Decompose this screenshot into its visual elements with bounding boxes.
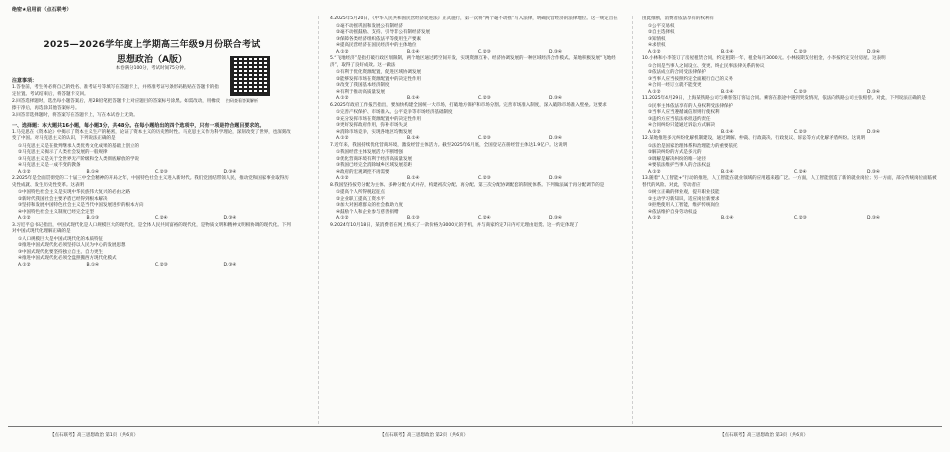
answer-option: C.②③ bbox=[478, 176, 491, 181]
question-stem: 10.小林和小李签订了房屋租赁合同，约定租期一年，租金每月3000元。小林按期支付租金，小李按约定交付房屋。这表明 bbox=[642, 56, 886, 61]
question-statement: ①公平交易权 bbox=[648, 23, 675, 29]
question-statement: ④要依法维护当事人的合法权益 bbox=[648, 163, 711, 168]
question-stem: 2.2025年是全面贯彻党的二十届三中全会精神的开局之年，中国特色社会主义进入新时代。我们党团结带领人民，推动党和国家事业取得历史性成就、发生历史性变革。这表明 bbox=[12, 176, 289, 188]
answer-option: C.②③ bbox=[478, 49, 491, 55]
question-statement: ①树立正确的择业观，提升职业技能 bbox=[648, 190, 720, 195]
question-statement: ①民事主体依法享有的人身权利受法律保护 bbox=[648, 103, 734, 109]
question-statement: ②当事人应当遵循诚信原则行使权利 bbox=[648, 110, 720, 115]
question bbox=[330, 16, 620, 56]
answer-option: D.③④ bbox=[867, 129, 880, 135]
answer-option: C.②③ bbox=[794, 129, 807, 135]
notice-item: 1.答卷前，考生务必将自己的姓名、准考证号等填写在答题卡上，并将准考证号条形码粘贴在答题卡的指定位置。考试结束后，将答题卡交回。 bbox=[12, 85, 219, 97]
question-statement: ①我国经营主体发展活力不断增强 bbox=[336, 150, 404, 155]
question-statement: ④消除市场竞争，实现各地区均衡发展 bbox=[336, 129, 413, 135]
question-statement: ②解决纠纷的方式是多元的 bbox=[648, 150, 702, 155]
question-statement: ③违约方应当依法承担违约责任 bbox=[648, 116, 711, 122]
question-statement: ④合同一经订立就不能变更 bbox=[648, 83, 702, 88]
question-statement: ②自主选择权 bbox=[648, 30, 675, 35]
question-list bbox=[642, 16, 940, 223]
answer-option: C.②③ bbox=[478, 136, 491, 141]
question bbox=[330, 223, 620, 230]
question-statement: ④有利于推动高质量发展 bbox=[336, 89, 386, 95]
question bbox=[330, 183, 620, 223]
confidential-mark: 绝密★启用前（点石联考） bbox=[12, 7, 72, 13]
question-statement: ④中国特色社会主义制度已经完全定型 bbox=[18, 209, 95, 215]
question-statement: ②马克思主义揭示了人类社会发展的一般规律 bbox=[18, 150, 108, 155]
answer-option: B.①④ bbox=[721, 89, 734, 95]
answer-option: C.②③ bbox=[155, 262, 168, 268]
question-stem: 1.马克思在《资本论》中揭示了资本主义生产的秘密，论证了资本主义的历史暂时性。马克思主义作为科学理论，深刻改变了世界，也深刻改变了中国。对马克思主义的认识，下列说法正确的是 bbox=[12, 129, 291, 141]
answer-option: B.①④ bbox=[407, 176, 420, 181]
qr-code bbox=[230, 56, 270, 96]
answer-option: B.①④ bbox=[721, 216, 734, 221]
question-stem: 7.近年来，我国持续优化营商环境，激发经营主体活力。截至2025年6月底，全国登记在册经营主体达1.9亿户。这说明 bbox=[330, 142, 568, 148]
footer-rule bbox=[8, 426, 942, 427]
question-statement: ①马克思主义是在批判继承人类优秀文化成果的基础上创立的 bbox=[18, 143, 140, 149]
answer-options bbox=[330, 216, 620, 223]
answer-option: D.③④ bbox=[223, 169, 237, 175]
question-statement: ②依法成立的合同受法律保护 bbox=[648, 70, 707, 75]
answer-option: A.①② bbox=[648, 49, 661, 55]
answer-option: D.③④ bbox=[867, 89, 880, 95]
question bbox=[330, 143, 620, 183]
question-statement: ②企业职工提高工资水平 bbox=[336, 196, 386, 202]
answer-option: D.③④ bbox=[867, 216, 880, 221]
answer-option: B.①④ bbox=[86, 169, 100, 175]
notice-item: 3.回答非选择题时，将答案写在答题卡上，写在本试卷上无效。 bbox=[12, 113, 138, 118]
question-statement: ③调解是解决纠纷的唯一途径 bbox=[648, 156, 707, 162]
answer-option: D.③④ bbox=[867, 49, 880, 55]
answer-option: D.③④ bbox=[549, 136, 562, 141]
question-statement: ②充分发挥市场在资源配置中的决定性作用 bbox=[336, 116, 422, 122]
question bbox=[642, 16, 940, 56]
answer-option: A.①② bbox=[648, 129, 661, 135]
answer-option: C.②③ bbox=[155, 169, 168, 175]
answer-option: C.②④ bbox=[794, 169, 807, 175]
question-stem: 5.“飞地经济”是指打破行政区划限制，两个地区通过跨空间开发，实现资源互补、经济协调发展的一种区域经济合作模式。某地积极发展“飞地经济”，取得了良好成效。这一做法 bbox=[330, 56, 616, 68]
question-statement: ③当事人应当按照约定全面履行自己的义务 bbox=[648, 76, 734, 82]
question-stem: 9.2024年10月18日，某消费者在网上购买了一款价格为3000元的手机，并与商家约定7日内可无理由退货。这一约定体现了 bbox=[330, 222, 579, 228]
answer-option: B.①③ bbox=[407, 216, 420, 221]
question-statement: ①毫不动摇巩固和发展公有制经济 bbox=[336, 23, 404, 29]
question bbox=[330, 103, 620, 143]
page-footer-1: 【点石联考】高三思想政治 第1页（共6页） bbox=[50, 433, 139, 438]
answer-option: B.①④ bbox=[721, 49, 734, 55]
answer-option: B.①④ bbox=[721, 169, 734, 175]
exam-subject: 思想政治（A版） bbox=[117, 55, 187, 65]
column-2 bbox=[330, 16, 620, 426]
question-statement: ④推进中国式现代化必须全盘照搬西方现代化模式 bbox=[18, 256, 117, 261]
question-statement: ④政府的宏观调控不再需要 bbox=[336, 169, 390, 175]
question-statement: ①中国特色社会主义是实现中华民族伟大复兴的必由之路 bbox=[18, 190, 131, 195]
question-statement: ②主动学习新知识，适应岗位新要求 bbox=[648, 196, 720, 202]
answer-option: A.①② bbox=[648, 169, 661, 175]
answer-option: B.①④ bbox=[407, 136, 420, 141]
answer-option: B.①④ bbox=[721, 129, 734, 135]
question-statement: ①完善产权保护、市场准入、公平竞争等市场经济基础制度 bbox=[336, 110, 453, 115]
answer-option: A.①② bbox=[336, 49, 349, 55]
question bbox=[642, 96, 940, 136]
answer-option: D.③④ bbox=[223, 262, 237, 268]
answer-options bbox=[330, 96, 620, 103]
question-stem: 3.习近平总书记指出，中国式现代化是人口规模巨大的现代化，是全体人民共同富裕的现代化，是物质文明和精神文明相协调的现代化。下列对中国式现代化理解正确的是 bbox=[12, 222, 291, 234]
answer-option: D.③④ bbox=[223, 216, 237, 221]
question-statement: ④马克思主义是一成不变的教条 bbox=[18, 163, 81, 168]
answer-option: B.①④ bbox=[407, 96, 420, 101]
exam-note: 本卷满分100分，考试时间75分钟。 bbox=[115, 66, 189, 71]
question-statement: ④鼓励个人和企业参与慈善捐赠 bbox=[336, 209, 399, 215]
question-statement: ②毫不动摇鼓励、支持、引导非公有制经济发展 bbox=[336, 30, 431, 35]
question-statement: ④提高民营经济在国民经济中的主体地位 bbox=[336, 43, 417, 48]
question-statement: ①有利于优化资源配置，促进区域协调发展 bbox=[336, 70, 422, 75]
column-3 bbox=[642, 16, 940, 426]
question-statement: ④合同纠纷只能通过诉讼方式解决 bbox=[648, 123, 716, 128]
answer-option: C.②③ bbox=[794, 216, 807, 221]
answer-option: A.①② bbox=[336, 176, 349, 181]
answer-option: B.①③ bbox=[86, 216, 100, 221]
question bbox=[330, 56, 620, 103]
page-footer-2: 【点石联考】高三思想政治 第2页（共6页） bbox=[380, 433, 469, 438]
question-statement: ④依法维护自身劳动权益 bbox=[648, 209, 698, 215]
question-statement: ①法治是国家治理体系和治理能力的重要依托 bbox=[648, 143, 738, 149]
question-statement: ③坚持和发展中国特色社会主义是当代中国发展进步的根本方向 bbox=[18, 203, 144, 208]
question-stem: 12.某地推进多元纠纷化解机制建设，通过调解、仲裁、行政裁决、行政复议、诉讼等方式化解矛盾纠纷。这说明 bbox=[642, 136, 866, 141]
question-stem: 13.随着“人工智能+”行动的推进，人工智能在就业领域的应用越来越广泛。一方面，人工智能创造了新的就业岗位；另一方面，部分传统岗位面临被替代的风险。对此，劳动者应 bbox=[642, 176, 937, 188]
notice-item: 2.回答选择题时，选出每小题答案后，用2B铅笔把答题卡上对应题目的答案标号涂黑。如需改动，用橡皮擦干净后，再选涂其他答案标号。 bbox=[12, 99, 221, 111]
question bbox=[642, 56, 940, 96]
column-divider bbox=[632, 16, 633, 424]
answer-option: D.③④ bbox=[549, 176, 562, 181]
question bbox=[12, 223, 292, 270]
question-statement: ③加大对困难群众的社会救助力度 bbox=[336, 203, 404, 208]
answer-options bbox=[12, 216, 292, 223]
question bbox=[642, 136, 940, 176]
column-divider bbox=[318, 16, 319, 424]
question-statement: ④求偿权 bbox=[648, 43, 666, 48]
answer-option: C.②④ bbox=[155, 216, 168, 221]
question-statement: ①合同是当事人之间设立、变更、终止民事法律关系的协议 bbox=[648, 63, 765, 69]
question-stem: 4.2025年5月20日，《中华人民共和国民营经济促进法》正式施行，第一次将“两个毫不动摇”写入法律，明确民营经济的法律地位。这一规定旨在 bbox=[330, 16, 618, 21]
answer-options bbox=[642, 216, 940, 223]
question-statement: ③中国式现代化要坚持独立自主、自力更生 bbox=[18, 249, 104, 255]
question-statement: ③知情权 bbox=[648, 36, 666, 42]
answer-option: D.③④ bbox=[867, 169, 880, 175]
question-stem: 由此推断，消费者依法享有的权利有 bbox=[642, 16, 714, 21]
question-statement: ①人口规模巨大是中国式现代化的本质特征 bbox=[18, 236, 104, 242]
answer-option: A.①② bbox=[648, 216, 661, 221]
question-statement: ③改变了我国基本经济制度 bbox=[336, 83, 390, 88]
question-statement: ②能够发挥市场在资源配置中的决定性作用 bbox=[336, 76, 422, 82]
answer-option: A.①② bbox=[18, 216, 31, 221]
question-statement: ①提高个人所得税起征点 bbox=[336, 190, 386, 195]
answer-option: A.①② bbox=[648, 89, 661, 95]
question-statement: ③保障各类经济组织依法平等使用生产要素 bbox=[336, 36, 422, 42]
question-list bbox=[12, 130, 292, 270]
question-statement: ②新时代我国社会主要矛盾已经得到根本解决 bbox=[18, 196, 108, 202]
answer-option: C.②③ bbox=[794, 49, 807, 55]
question-list bbox=[330, 16, 620, 229]
answer-option: A.①② bbox=[336, 96, 349, 101]
question-stem: 8.我国坚持按劳分配为主体、多种分配方式并存，构建初次分配、再分配、第三次分配协调配套的制度体系。下列做法属于再分配调节的是 bbox=[330, 182, 605, 188]
question bbox=[12, 176, 292, 223]
answer-option: C.②③ bbox=[794, 89, 807, 95]
question-statement: ②优化营商环境有利于经济高质量发展 bbox=[336, 156, 413, 162]
exam-title: 2025—2026学年度上学期高三年级9月份联合考试 bbox=[43, 40, 261, 50]
answer-option: C.②④ bbox=[478, 216, 491, 221]
answer-option: C.②③ bbox=[478, 96, 491, 101]
question-statement: ③马克思主义是关于全世界无产阶级和全人类彻底解放的学说 bbox=[18, 156, 140, 162]
answer-option: A.①② bbox=[336, 216, 349, 221]
answer-options bbox=[330, 176, 620, 183]
answer-option: A.①② bbox=[336, 136, 349, 141]
question-statement: ③我国已经完全消除城乡区域发展差距 bbox=[336, 163, 413, 168]
answer-option: B.①④ bbox=[86, 262, 100, 268]
question-stem: 6.2025年政府工作报告指出，要加快构建全国统一大市场，打破地方保护和市场分割。完善市场准入制度，深入破除市场准入壁垒。这要求 bbox=[330, 102, 607, 108]
page-footer-3: 【点石联考】高三思想政治 第3页（共6页） bbox=[720, 433, 809, 438]
question bbox=[642, 176, 940, 223]
notice-heading: 注意事项： bbox=[12, 78, 38, 84]
answer-option: D.③④ bbox=[549, 216, 562, 221]
question bbox=[12, 130, 292, 177]
answer-options bbox=[12, 263, 292, 270]
answer-option: B.①④ bbox=[407, 49, 420, 55]
answer-option: D.③④ bbox=[549, 96, 562, 101]
question-statement: ③拒绝使用人工智能，维护传统岗位 bbox=[648, 203, 720, 208]
question-stem: 11.2025年4月29日，上海某铁路公司与乘客签订客运合同。乘客在旅途中遇到突发情况，依法向铁路公司主张赔偿。对此，下列说法正确的是 bbox=[642, 96, 926, 101]
question-statement: ③更好发挥政府作用，弥补市场失灵 bbox=[336, 123, 408, 128]
answer-option: A.①② bbox=[18, 169, 31, 175]
answer-option: D.③④ bbox=[549, 49, 562, 55]
answer-option: A.①② bbox=[18, 262, 31, 268]
answer-options bbox=[330, 136, 620, 143]
question-statement: ②推进中国式现代化必须坚持以人民为中心的发展思想 bbox=[18, 243, 126, 248]
section-heading: 一、选择题：本大题共16小题，每小题3分，共48分。在每小题给出的四个选项中，只有一项是符合题目要求的。 bbox=[12, 122, 265, 129]
qr-label: 扫码查看答案解析 bbox=[226, 98, 258, 103]
